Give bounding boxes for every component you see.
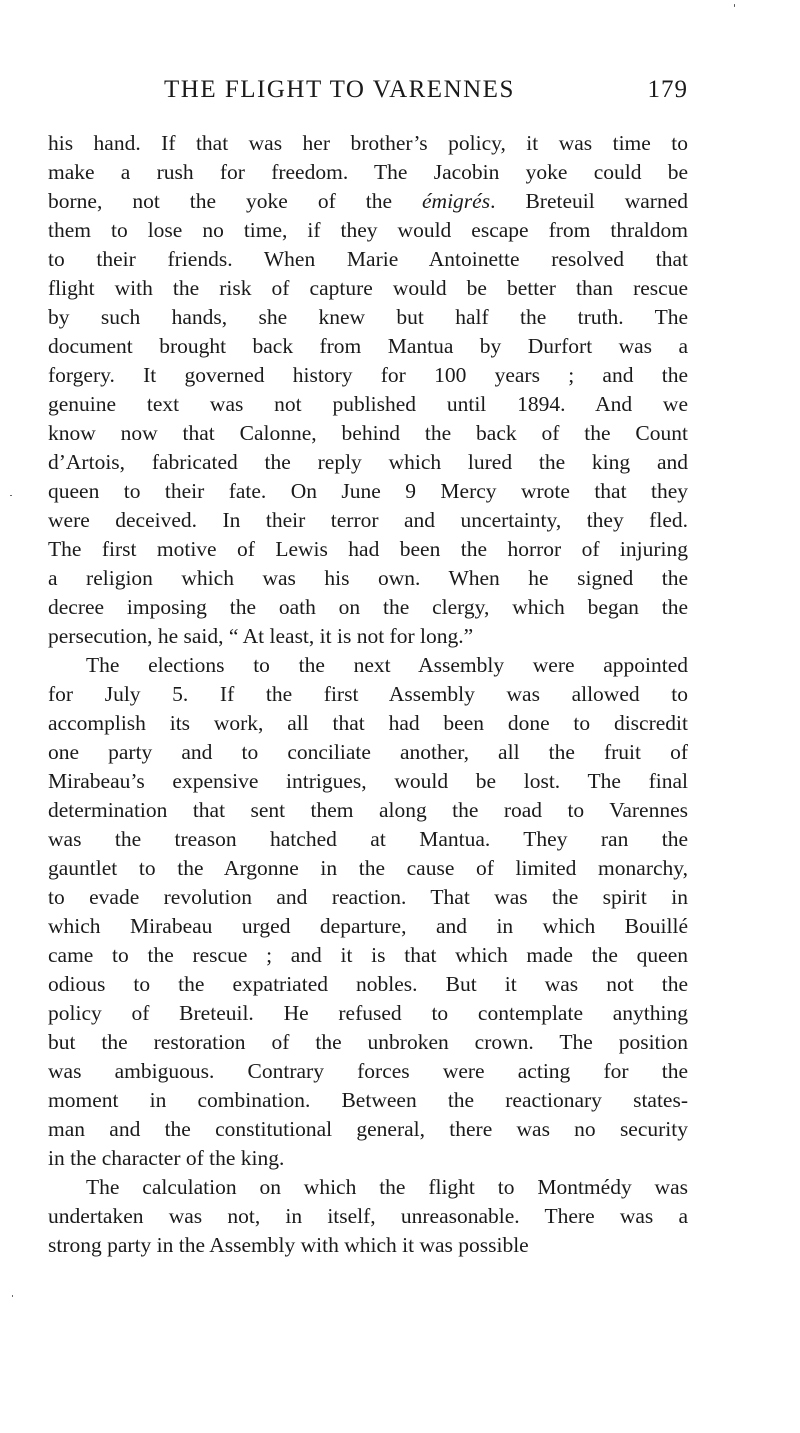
text-line: The first motive of Lewis had been the horror of injuring	[48, 537, 688, 561]
paragraph	[48, 129, 688, 651]
body-text	[48, 129, 688, 1260]
paragraph	[48, 1173, 688, 1260]
text-line: persecution, he said, “ At least, it is not for long.”	[48, 624, 474, 648]
text-line: strong party in the Assembly with which it was possible	[48, 1233, 529, 1257]
text-line: odious to the expatriated nobles. But it was not the	[48, 972, 688, 996]
text-line: to evade revolution and reaction. That was the spirit in	[48, 885, 688, 909]
text-line: determination that sent them along the road to Varennes	[48, 798, 688, 822]
paragraph	[48, 651, 688, 1173]
page-header	[48, 76, 688, 112]
text-line: but the restoration of the unbroken crown. The position	[48, 1030, 688, 1054]
text-line: one party and to conciliate another, all the fruit of	[48, 740, 688, 764]
text-line: document brought back from Mantua by Durfort was a	[48, 334, 688, 358]
text-line: for July 5. If the first Assembly was allowed to	[48, 682, 688, 706]
text-line: decree imposing the oath on the clergy, which began the	[48, 595, 688, 619]
text-line: was the treason hatched at Mantua. They ran the	[48, 827, 688, 851]
text-line: came to the rescue ; and it is that which made the queen	[48, 943, 688, 967]
text-line: his hand. If that was her brother’s policy, it was time to	[48, 131, 688, 155]
text-line: gauntlet to the Argonne in the cause of limited monarchy,	[48, 856, 688, 880]
text-line: forgery. It governed history for 100 years ; and the	[48, 363, 688, 387]
text-line: a religion which was his own. When he signed the	[48, 566, 688, 590]
text-line: The calculation on which the flight to Montmédy was	[86, 1175, 688, 1199]
scan-speck	[10, 495, 12, 496]
text-line: Mirabeau’s expensive intrigues, would be lost. The final	[48, 769, 688, 793]
running-head: THE FLIGHT TO VARENNES	[164, 76, 515, 103]
scan-speck	[12, 1295, 13, 1297]
text-line: were deceived. In their terror and uncertainty, they fled.	[48, 508, 688, 532]
scan-speck	[734, 4, 735, 7]
text-line: queen to their fate. On June 9 Mercy wrote that they	[48, 479, 688, 503]
text-line: moment in combination. Between the reactionary states-	[48, 1088, 688, 1112]
text-line: in the character of the king.	[48, 1146, 285, 1170]
text-line: man and the constitutional general, there was no security	[48, 1117, 688, 1141]
text-line: which Mirabeau urged departure, and in which Bouillé	[48, 914, 688, 938]
text-line: flight with the risk of capture would be better than rescue	[48, 276, 688, 300]
text-line: by such hands, she knew but half the truth. The	[48, 305, 688, 329]
text-line: borne, not the yoke of the émigrés. Breteuil warned	[48, 189, 688, 213]
text-line: make a rush for freedom. The Jacobin yoke could be	[48, 160, 688, 184]
text-line: d’Artois, fabricated the reply which lured the king and	[48, 450, 688, 474]
text-line: accomplish its work, all that had been done to discredit	[48, 711, 688, 735]
text-line: to their friends. When Marie Antoinette resolved that	[48, 247, 688, 271]
text-line: them to lose no time, if they would escape from thraldom	[48, 218, 688, 242]
text-line: undertaken was not, in itself, unreasonable. There was a	[48, 1204, 688, 1228]
text-line: The elections to the next Assembly were appointed	[86, 653, 688, 677]
page-number: 179	[647, 76, 688, 103]
text-line: genuine text was not published until 1894. And we	[48, 392, 688, 416]
text-line: policy of Breteuil. He refused to contemplate anything	[48, 1001, 688, 1025]
text-line: was ambiguous. Contrary forces were acting for the	[48, 1059, 688, 1083]
text-line: know now that Calonne, behind the back of the Count	[48, 421, 688, 445]
